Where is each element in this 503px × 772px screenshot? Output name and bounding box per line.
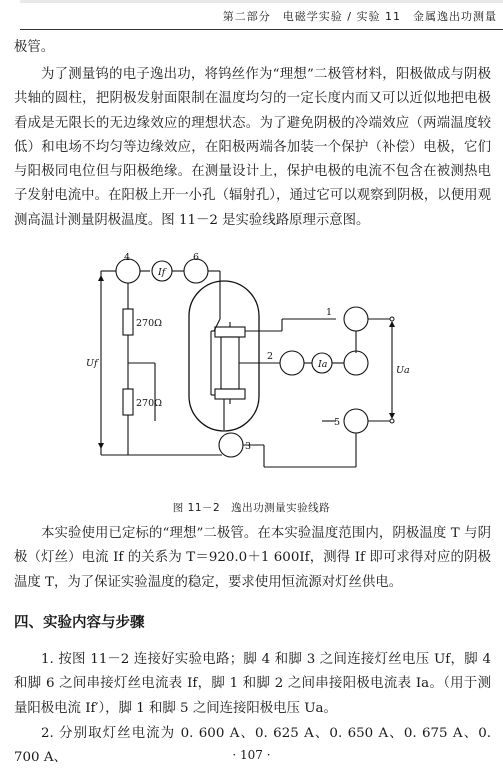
pin-2-terminal — [280, 351, 304, 375]
pin-3-terminal — [219, 433, 243, 457]
pin-1-label: 1 — [326, 307, 333, 318]
uf-label: Uf — [86, 358, 98, 369]
running-header-text: 第二部分 电磁学实验 / 实验 11 金属逸出功测量 — [222, 10, 497, 23]
anode-cylinder — [221, 337, 239, 389]
pin-4-label: 4 — [124, 252, 131, 263]
pin-5-label: 5 — [334, 417, 341, 428]
resistor-top-label: 270Ω — [136, 318, 163, 329]
pin-5-terminal — [344, 409, 368, 433]
guard-electrode-top — [215, 327, 245, 337]
pin-2-label: 2 — [267, 351, 274, 362]
ua-arrow-up — [389, 321, 395, 327]
step-1-paragraph: 1. 按图 11－2 连接好实验电路；脚 4 和脚 3 之间连接灯丝电压 Uf，脚 4 和脚 6 之间串接灯丝电流表 If，脚 1 和脚 2 之间串接阳极电流表 Ia。（用于测量阳极电流 If′），脚 1 和脚 5 之间连接阳极电压 Ua。 — [14, 652, 491, 716]
paragraph-principle: 为了测量钨的电子逸出功，将钨丝作为“理想”二极管材料，阳极做成与阴极共轴的圆柱，把阴极发射面限制在温度均匀的一定长度内而又可以近似地把电极看成是无限长的无边缘效应的理想状态。为了避免阴极的冷端效应（两端温度较低）和电场不均匀等边缘效应，在阳极两端各加装一个保护（补偿）电极，它们与阳极同电位但与阳极绝缘。在测量设计上，保护电极的电流不包含在被测热电子发射电流中。在阳极上开一小孔（辐射孔），通过它可以观察到阴极，以便用观测高温计测量阴极温度。图 11－2 是实验线路原理示意图。 — [14, 67, 491, 228]
ia-meter-label: Ia — [318, 359, 328, 370]
paragraph-continuation: 极管。 — [14, 40, 55, 55]
section-heading: 四、实验内容与步骤 — [14, 615, 145, 631]
running-header — [20, 0, 503, 30]
paragraph-calibration: 本实验使用已定标的“理想”二极管。在本实验温度范围内，阴极温度 T 与阴极（灯丝）电流 If 的关系为 T＝920.0＋1 600If，测得 If 即可求得对应的阴极温度 T，为了保证实验温度的稳定，要求使用恒流源对灯丝供电。 — [14, 526, 491, 590]
pin-1-terminal — [344, 307, 368, 331]
ua-label: Ua — [396, 365, 410, 376]
junction-terminal — [344, 351, 368, 375]
step-2-paragraph: 2. 分别取灯丝电流为 0. 600 A、0. 625 A、0. 650 A、0. 675 A、0. 700 A、 — [14, 726, 491, 766]
pin-6-label: 6 — [193, 252, 200, 263]
circuit-figure — [86, 245, 416, 477]
pin-3-label: 3 — [245, 441, 252, 452]
page-number: · 107 · — [232, 748, 271, 762]
guard-electrode-bottom — [215, 389, 245, 399]
resistor-bottom — [123, 389, 133, 415]
if-meter-label: If — [158, 267, 166, 278]
ua-arrow-down — [389, 413, 395, 419]
resistor-bottom-label: 270Ω — [136, 398, 163, 409]
uf-arrow-down — [98, 443, 104, 449]
circuit-diagram — [86, 245, 416, 477]
resistor-top — [123, 309, 133, 335]
header-shade — [20, 0, 503, 3]
figure-caption: 图 11－2 逸出功测量实验线路 — [172, 502, 331, 514]
uf-arrow-up — [98, 275, 104, 281]
